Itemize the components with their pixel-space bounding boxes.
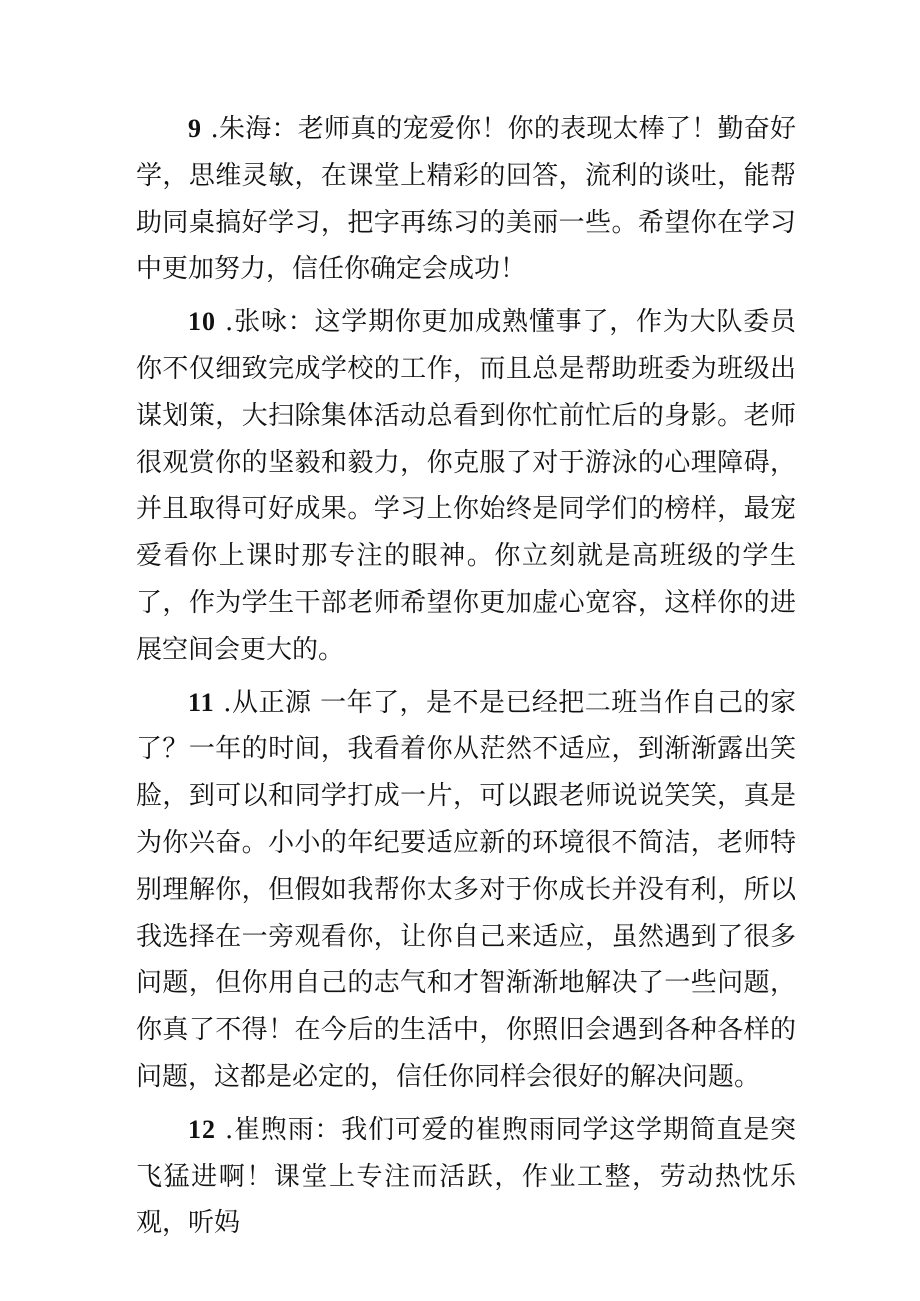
paragraph-number: 11 (188, 687, 215, 717)
paragraph-number: 10 (188, 307, 216, 337)
paragraph-text: .崔煦雨：我们可爱的崔煦雨同学这学期简直是突飞猛进啊！课堂上专注而活跃，作业工整，劳动热忱乐观，听妈 (136, 1114, 796, 1239)
paragraph-text: .朱海：老师真的宠爱你！你的表现太棒了！勤奋好学，思维灵敏，在课堂上精彩的回答，流利的谈吐，能帮助同桌搞好学习，把字再练习的美丽一些。希望你在学习中更加努力，信任你确定会成功！ (136, 114, 796, 285)
comment-paragraph-10 (136, 299, 796, 673)
comment-paragraph-11 (136, 680, 796, 1101)
comment-paragraph-12 (136, 1107, 796, 1247)
paragraph-number: 9 (188, 114, 202, 143)
paragraph-text: .从正源 一年了，是不是已经把二班当作自己的家了？一年的时间，我看着你从茫然不适应，到渐渐露出笑脸，到可以和同学打成一片，可以跟老师说说笑笑，真是为你兴奋。小小的年纪要适应新的环境很不简洁，老师特别理解你，但假如我帮你太多对于你成长并没有利，所以我选择在一旁观看你，让你自己来适应，虽然遇到了很多问题，但你用自己的志气和才智渐渐地解决了一些问题，你真了不得！在今后的生活中，你照旧会遇到各种各样的问题，这都是必定的，信任你同样会很好的解决问题。 (136, 687, 796, 1092)
comment-paragraph-9 (136, 106, 796, 293)
paragraph-number: 12 (188, 1114, 216, 1144)
document-body (136, 106, 796, 1253)
paragraph-text: .张咏：这学期你更加成熟懂事了，作为大队委员你不仅细致完成学校的工作，而且总是帮助班委为班级出谋划策，大扫除集体活动总看到你忙前忙后的身影。老师很观赏你的坚毅和毅力，你克服了对于游泳的心理障碍，并且取得可好成果。学习上你始终是同学们的榜样，最宠爱看你上课时那专注的眼神。你立刻就是高班级的学生了，作为学生干部老师希望你更加虚心宽容，这样你的进展空间会更大的。 (136, 307, 796, 665)
